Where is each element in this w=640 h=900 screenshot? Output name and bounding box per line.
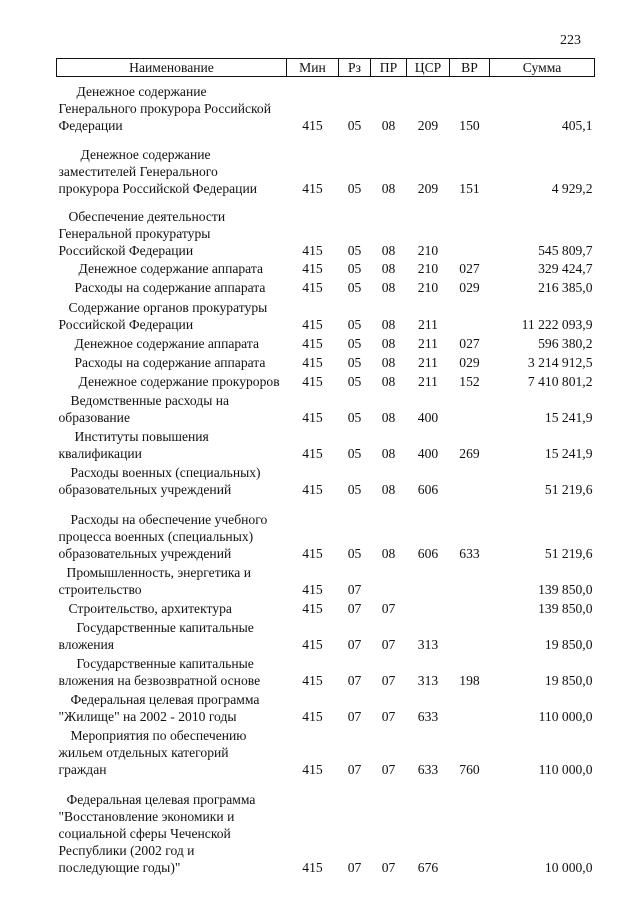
cell-pr: 08 <box>381 243 396 258</box>
row-name-line: Денежное содержание аппарата <box>74 336 259 351</box>
budget-table <box>56 58 595 876</box>
table-row <box>57 617 595 653</box>
row-name-line: Российской Федерации <box>58 243 194 258</box>
cell-vr <box>450 689 490 725</box>
cell-min: 415 <box>302 637 323 652</box>
cell-vr <box>450 296 490 333</box>
cell-pr: 08 <box>381 118 396 133</box>
cell-min: 415 <box>302 762 323 777</box>
row-name <box>57 498 287 562</box>
cell-vr: 198 <box>459 673 480 688</box>
cell-vr <box>450 617 490 653</box>
row-name-line: Расходы на обеспечение учебного <box>70 512 268 527</box>
row-name <box>57 689 287 725</box>
cell-rz: 05 <box>347 181 362 196</box>
cell-csr: 606 <box>417 546 439 561</box>
cell-csr: 633 <box>417 709 439 724</box>
column-header-csr: ЦСР <box>407 59 450 77</box>
row-name-line: процесса военных (специальных) <box>58 529 254 544</box>
cell-rz: 07 <box>347 762 362 777</box>
cell-csr: 211 <box>418 374 438 389</box>
table-row <box>57 277 595 296</box>
row-name <box>57 778 287 876</box>
cell-pr: 08 <box>381 482 396 497</box>
table-row <box>57 725 595 778</box>
cell-csr: 209 <box>417 118 439 133</box>
row-name-line: строительство <box>58 582 142 597</box>
cell-csr: 211 <box>418 355 438 370</box>
row-name <box>57 653 287 689</box>
cell-vr <box>450 197 490 259</box>
cell-sum: 4 929,2 <box>551 181 593 196</box>
table-row <box>57 778 595 876</box>
row-name-line: Строительство, архитектура <box>68 601 232 616</box>
cell-rz: 07 <box>347 860 362 875</box>
row-name <box>57 352 287 371</box>
cell-csr: 633 <box>417 762 439 777</box>
row-name-line: Федеральная целевая программа <box>70 692 260 707</box>
row-name <box>57 426 287 462</box>
row-name <box>57 725 287 778</box>
cell-rz: 05 <box>347 482 362 497</box>
cell-sum: 7 410 801,2 <box>527 374 593 389</box>
page-number: 223 <box>560 33 581 48</box>
cell-pr: 08 <box>381 374 396 389</box>
row-name-line: образование <box>58 410 130 425</box>
cell-vr: 269 <box>459 446 480 461</box>
row-name-line: Мероприятия по обеспечению <box>70 728 247 743</box>
cell-rz: 05 <box>347 410 362 425</box>
cell-csr: 313 <box>417 637 439 652</box>
cell-csr: 211 <box>418 317 438 332</box>
table-row <box>57 333 595 352</box>
row-name <box>57 617 287 653</box>
cell-pr: 07 <box>381 860 396 875</box>
table-row <box>57 689 595 725</box>
row-name-line: жильем отдельных категорий <box>58 745 229 760</box>
row-name-line: Республики (2002 год и <box>58 843 195 858</box>
row-name-line: "Восстановление экономики и <box>58 809 235 824</box>
cell-sum: 19 850,0 <box>544 637 593 652</box>
table-row <box>57 390 595 426</box>
cell-rz: 05 <box>347 118 362 133</box>
cell-pr: 07 <box>381 709 396 724</box>
cell-pr: 08 <box>381 446 396 461</box>
cell-csr: 676 <box>417 860 439 875</box>
cell-pr: 08 <box>381 317 396 332</box>
row-name <box>57 197 287 259</box>
column-header-vr: ВР <box>450 59 490 77</box>
cell-min: 415 <box>302 336 323 351</box>
cell-sum: 596 380,2 <box>538 336 593 351</box>
row-name <box>57 296 287 333</box>
cell-vr <box>450 462 490 498</box>
table-row <box>57 259 595 277</box>
row-name-line: Государственные капитальные <box>76 620 254 635</box>
cell-vr: 150 <box>459 118 480 133</box>
column-header-sum: Сумма <box>490 59 595 77</box>
cell-min: 415 <box>302 709 323 724</box>
cell-pr: 08 <box>381 280 396 295</box>
table-header-row <box>57 59 595 77</box>
cell-csr: 210 <box>417 243 439 258</box>
cell-pr: 07 <box>381 637 396 652</box>
row-name <box>57 259 287 277</box>
cell-sum: 110 000,0 <box>538 762 593 777</box>
row-name-line: вложения <box>58 637 115 652</box>
cell-sum: 15 241,9 <box>544 446 593 461</box>
cell-rz: 07 <box>347 637 362 652</box>
cell-csr: 210 <box>417 261 439 276</box>
cell-sum: 329 424,7 <box>538 261 593 276</box>
column-header-name: Наименование <box>57 59 287 77</box>
cell-rz: 05 <box>347 243 362 258</box>
row-name <box>57 277 287 296</box>
cell-csr: 313 <box>417 673 439 688</box>
cell-sum: 545 809,7 <box>538 243 593 258</box>
cell-pr: 08 <box>381 261 396 276</box>
row-name-line: заместителей Генерального <box>58 164 218 179</box>
cell-sum: 110 000,0 <box>538 709 593 724</box>
row-name-line: Содержание органов прокуратуры <box>68 300 268 315</box>
cell-sum: 3 214 912,5 <box>527 355 593 370</box>
row-name <box>57 371 287 390</box>
row-name-line: Расходы на содержание аппарата <box>74 280 266 295</box>
row-name-line: квалификации <box>58 446 142 461</box>
cell-vr <box>450 562 490 598</box>
cell-rz: 05 <box>347 261 362 276</box>
cell-pr: 08 <box>381 181 396 196</box>
cell-csr <box>407 598 450 617</box>
cell-sum: 11 222 093,9 <box>521 317 593 332</box>
cell-min: 415 <box>302 601 323 616</box>
row-name-line: Федерации <box>58 118 123 133</box>
row-name-line: Денежное содержание <box>80 147 211 162</box>
table-row <box>57 426 595 462</box>
cell-rz: 05 <box>347 317 362 332</box>
cell-pr: 08 <box>381 546 396 561</box>
row-name-line: Российской Федерации <box>58 317 194 332</box>
row-name <box>57 134 287 197</box>
table-row <box>57 371 595 390</box>
cell-min: 415 <box>302 280 323 295</box>
cell-csr <box>407 562 450 598</box>
row-name-line: Денежное содержание прокуроров <box>78 374 280 389</box>
cell-vr <box>450 598 490 617</box>
cell-vr: 152 <box>459 374 480 389</box>
cell-sum: 51 219,6 <box>544 482 593 497</box>
cell-csr: 400 <box>417 446 439 461</box>
row-name-line: образовательных учреждений <box>58 482 232 497</box>
table-body <box>57 77 595 877</box>
cell-rz: 05 <box>347 374 362 389</box>
cell-pr: 07 <box>381 762 396 777</box>
row-name-line: Генеральной прокуратуры <box>58 226 211 241</box>
cell-rz: 07 <box>347 582 362 597</box>
cell-min: 415 <box>302 317 323 332</box>
row-name-line: граждан <box>58 762 107 777</box>
cell-csr: 210 <box>417 280 439 295</box>
cell-min: 415 <box>302 374 323 389</box>
cell-min: 415 <box>302 410 323 425</box>
table-row <box>57 462 595 498</box>
cell-vr: 029 <box>459 280 480 295</box>
cell-min: 415 <box>302 118 323 133</box>
cell-pr: 08 <box>381 336 396 351</box>
row-name-line: прокурора Российской Федерации <box>58 181 257 196</box>
cell-rz: 07 <box>347 673 362 688</box>
table-row <box>57 352 595 371</box>
cell-sum: 139 850,0 <box>538 582 593 597</box>
cell-pr: 07 <box>381 673 396 688</box>
row-name-line: Федеральная целевая программа <box>66 792 256 807</box>
column-header-rz: Рз <box>339 59 371 77</box>
cell-sum: 15 241,9 <box>544 410 593 425</box>
table-row <box>57 134 595 197</box>
cell-vr <box>450 778 490 876</box>
cell-pr <box>371 562 407 598</box>
row-name-line: образовательных учреждений <box>58 546 232 561</box>
row-name-line: "Жилище" на 2002 - 2010 годы <box>58 709 237 724</box>
row-name-line: вложения на безвозвратной основе <box>58 673 261 688</box>
cell-min: 415 <box>302 860 323 875</box>
row-name <box>57 598 287 617</box>
cell-sum: 405,1 <box>561 118 593 133</box>
cell-csr: 400 <box>417 410 439 425</box>
table-row <box>57 598 595 617</box>
cell-min: 415 <box>302 582 323 597</box>
table-row <box>57 296 595 333</box>
cell-vr: 029 <box>459 355 480 370</box>
row-name <box>57 462 287 498</box>
cell-csr: 606 <box>417 482 439 497</box>
cell-min: 415 <box>302 261 323 276</box>
table-row <box>57 77 595 135</box>
cell-min: 415 <box>302 181 323 196</box>
cell-csr: 209 <box>417 181 439 196</box>
cell-sum: 139 850,0 <box>538 601 593 616</box>
cell-rz: 05 <box>347 336 362 351</box>
row-name-line: Генерального прокурора Российской <box>58 101 271 116</box>
cell-pr: 08 <box>381 355 396 370</box>
column-header-pr: ПР <box>371 59 407 77</box>
cell-min: 415 <box>302 673 323 688</box>
row-name-line: Ведомственные расходы на <box>70 393 230 408</box>
cell-rz: 05 <box>347 355 362 370</box>
row-name-line: Промышленность, энергетика и <box>66 565 252 580</box>
cell-sum: 216 385,0 <box>538 280 593 295</box>
cell-rz: 07 <box>347 709 362 724</box>
cell-csr: 211 <box>418 336 438 351</box>
row-name-line: последующие годы)" <box>58 860 181 875</box>
cell-rz: 05 <box>347 446 362 461</box>
column-header-min: Мин <box>287 59 339 77</box>
cell-sum: 10 000,0 <box>544 860 593 875</box>
row-name-line: Государственные капитальные <box>76 656 254 671</box>
cell-vr: 633 <box>459 546 480 561</box>
row-name-line: Расходы на содержание аппарата <box>74 355 266 370</box>
row-name <box>57 77 287 135</box>
row-name-line: Обеспечение деятельности <box>68 209 226 224</box>
cell-min: 415 <box>302 482 323 497</box>
row-name <box>57 562 287 598</box>
row-name-line: социальной сферы Чеченской <box>58 826 231 841</box>
cell-pr: 08 <box>381 410 396 425</box>
cell-min: 415 <box>302 446 323 461</box>
table-row <box>57 498 595 562</box>
cell-min: 415 <box>302 355 323 370</box>
cell-vr: 027 <box>459 336 480 351</box>
row-name-line: Институты повышения <box>74 429 209 444</box>
cell-vr <box>450 390 490 426</box>
cell-min: 415 <box>302 546 323 561</box>
cell-vr: 027 <box>459 261 480 276</box>
table-row <box>57 562 595 598</box>
table-row <box>57 653 595 689</box>
cell-pr: 07 <box>381 601 396 616</box>
cell-rz: 05 <box>347 546 362 561</box>
cell-vr: 151 <box>459 181 480 196</box>
cell-rz: 07 <box>347 601 362 616</box>
row-name-line: Денежное содержание аппарата <box>78 261 263 276</box>
row-name <box>57 390 287 426</box>
cell-vr: 760 <box>459 762 480 777</box>
cell-sum: 19 850,0 <box>544 673 593 688</box>
cell-min: 415 <box>302 243 323 258</box>
row-name-line: Расходы военных (специальных) <box>70 465 261 480</box>
table-row <box>57 197 595 259</box>
row-name-line: Денежное содержание <box>76 84 207 99</box>
cell-rz: 05 <box>347 280 362 295</box>
row-name <box>57 333 287 352</box>
cell-sum: 51 219,6 <box>544 546 593 561</box>
